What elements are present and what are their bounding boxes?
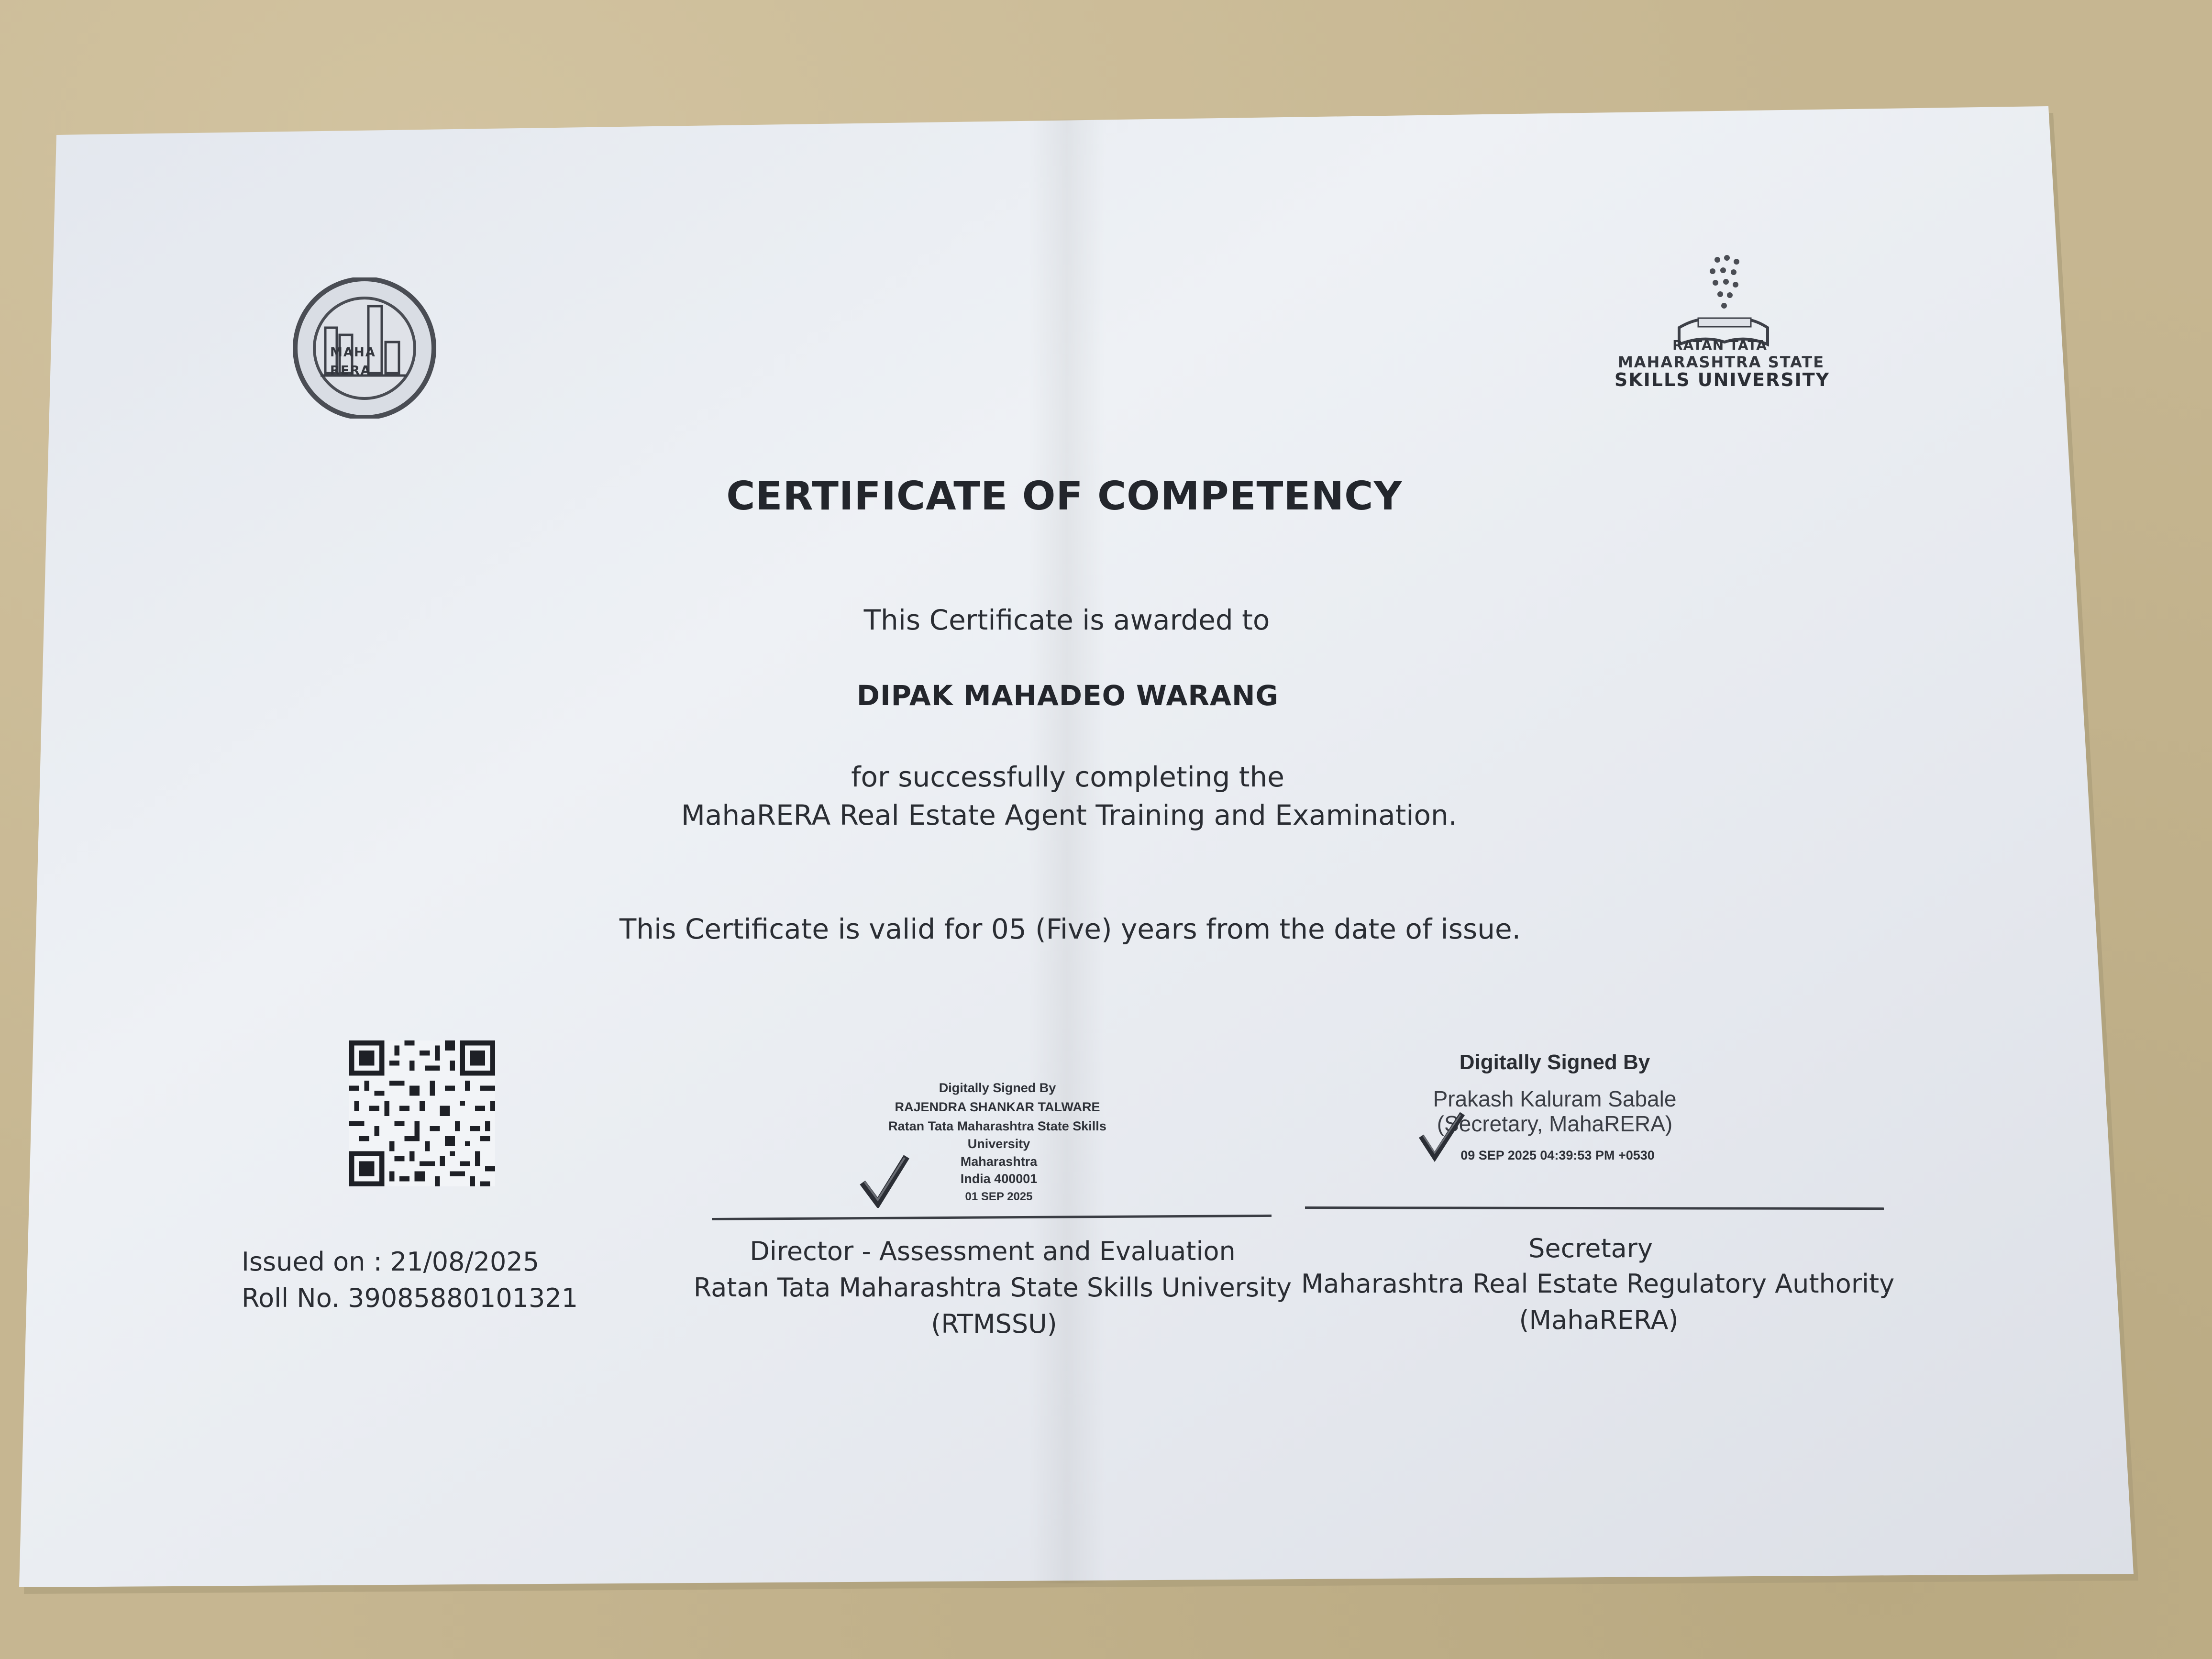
right-signer-name: Prakash Kaluram Sabale: [1433, 1086, 1677, 1111]
rtmssu-logo-line2: MAHARASHTRA STATE: [1617, 353, 1825, 371]
rtmssu-logo-line1: RATAN TATA: [1672, 337, 1767, 353]
recipient-name: DIPAK MAHADEO WARANG: [856, 679, 1279, 712]
left-signer-role: Director - Assessment and Evaluation: [750, 1236, 1236, 1266]
left-signer-institution: Ratan Tata Maharashtra State Skills University: [693, 1272, 1292, 1303]
seal-text-maha: MAHA: [330, 345, 376, 360]
validity-text: This Certificate is valid for 05 (Five) years from the date of issue.: [619, 913, 1521, 945]
left-signer-state: Maharashtra: [960, 1154, 1038, 1169]
left-signer-org: Ratan Tata Maharashtra State Skills: [888, 1119, 1106, 1133]
roll-number-text: Roll No. 39085880101321: [242, 1283, 578, 1313]
completion-line-2: MahaRERA Real Estate Agent Training and Examination.: [681, 799, 1458, 831]
left-signer-org2: University: [967, 1137, 1030, 1151]
qr-code-icon: [349, 1040, 495, 1186]
certificate-title: CERTIFICATE OF COMPETENCY: [726, 474, 1403, 519]
right-signature-check-icon: [1418, 1110, 1466, 1164]
right-signer-abbr: (MahaRERA): [1519, 1305, 1679, 1335]
issued-on-text: Issued on : 21/08/2025: [242, 1247, 540, 1277]
awarded-to-text: This Certificate is awarded to: [863, 604, 1270, 636]
right-digital-signed-head: Digitally Signed By: [1459, 1051, 1650, 1074]
right-signer-timestamp: 09 SEP 2025 04:39:53 PM +0530: [1460, 1148, 1655, 1162]
right-signer-role: Secretary: [1528, 1233, 1653, 1263]
left-signer-abbr: (RTMSSU): [931, 1309, 1057, 1339]
left-signer-date: 01 SEP 2025: [965, 1190, 1033, 1203]
left-signer-name: RAJENDRA SHANKAR TALWARE: [895, 1100, 1100, 1114]
completion-line-1: for successfully completing the: [851, 761, 1284, 793]
right-signer-designation: (Secretary, MahaRERA): [1437, 1111, 1673, 1136]
left-signature-check-icon: [859, 1153, 911, 1210]
rtmssu-logo-line3: SKILLS UNIVERSITY: [1614, 369, 1830, 390]
right-signer-institution: Maharashtra Real Estate Regulatory Authority: [1301, 1269, 1895, 1299]
seal-text-rera: RERA: [330, 364, 371, 378]
left-signer-pin: India 400001: [960, 1172, 1038, 1186]
left-digital-signed-head: Digitally Signed By: [939, 1081, 1056, 1095]
